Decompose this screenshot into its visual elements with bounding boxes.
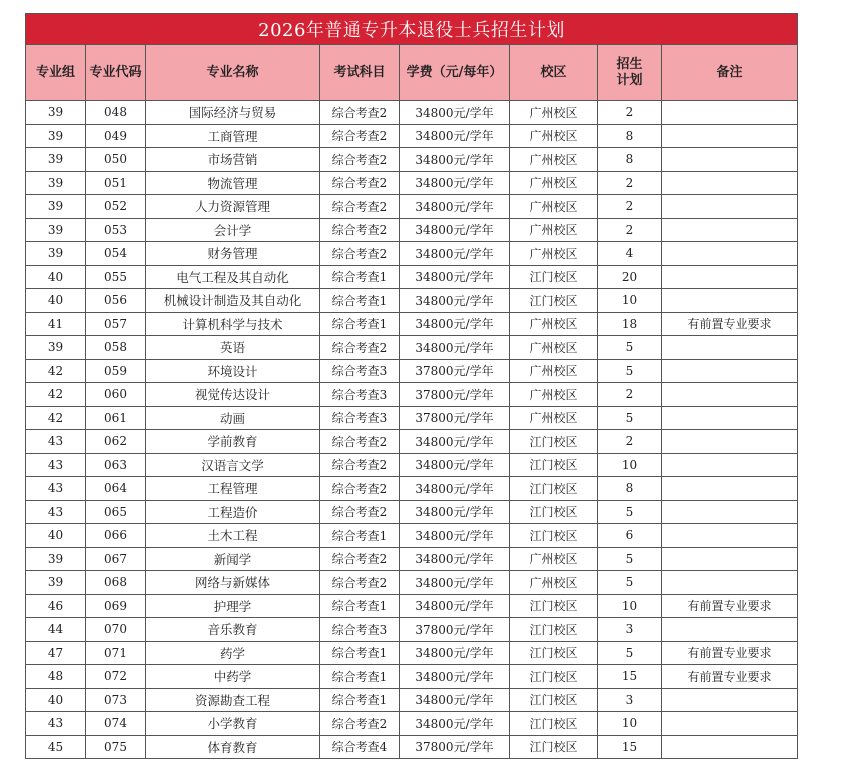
group-cell: 41	[26, 312, 86, 336]
code-cell: 064	[86, 477, 146, 501]
tuition-cell: 34800元/学年	[400, 712, 510, 736]
code-cell: 053	[86, 218, 146, 242]
table-row	[26, 477, 798, 501]
table-row	[26, 171, 798, 195]
major-cell: 音乐教育	[146, 618, 320, 642]
col-header-exam: 考试科目	[320, 45, 400, 101]
tuition-cell: 34800元/学年	[400, 289, 510, 313]
exam-cell: 综合考查1	[320, 665, 400, 689]
tuition-cell: 34800元/学年	[400, 171, 510, 195]
exam-cell: 综合考查3	[320, 406, 400, 430]
code-cell: 059	[86, 359, 146, 383]
table-row	[26, 218, 798, 242]
tuition-cell: 37800元/学年	[400, 359, 510, 383]
tuition-cell: 34800元/学年	[400, 500, 510, 524]
major-cell: 资源勘查工程	[146, 688, 320, 712]
campus-cell: 广州校区	[510, 101, 598, 125]
campus-cell: 江门校区	[510, 453, 598, 477]
table-row	[26, 124, 798, 148]
group-cell: 39	[26, 547, 86, 571]
campus-cell: 江门校区	[510, 289, 598, 313]
major-cell: 会计学	[146, 218, 320, 242]
code-cell: 066	[86, 524, 146, 548]
quota-cell: 5	[598, 406, 662, 430]
tuition-cell: 34800元/学年	[400, 477, 510, 501]
code-cell: 056	[86, 289, 146, 313]
table-row	[26, 195, 798, 219]
remark-cell	[662, 359, 798, 383]
group-cell: 39	[26, 171, 86, 195]
table-row	[26, 383, 798, 407]
campus-cell: 广州校区	[510, 312, 598, 336]
quota-cell: 10	[598, 594, 662, 618]
major-cell: 体育教育	[146, 735, 320, 759]
group-cell: 40	[26, 688, 86, 712]
remark-cell	[662, 430, 798, 454]
major-cell: 环境设计	[146, 359, 320, 383]
table-row	[26, 618, 798, 642]
tuition-cell: 34800元/学年	[400, 430, 510, 454]
exam-cell: 综合考查2	[320, 712, 400, 736]
quota-cell: 15	[598, 735, 662, 759]
exam-cell: 综合考查2	[320, 430, 400, 454]
major-cell: 土木工程	[146, 524, 320, 548]
exam-cell: 综合考查2	[320, 148, 400, 172]
quota-cell: 2	[598, 430, 662, 454]
major-cell: 中药学	[146, 665, 320, 689]
major-cell: 动画	[146, 406, 320, 430]
code-cell: 071	[86, 641, 146, 665]
tuition-cell: 34800元/学年	[400, 665, 510, 689]
remark-cell	[662, 383, 798, 407]
table-row	[26, 101, 798, 125]
group-cell: 42	[26, 383, 86, 407]
code-cell: 057	[86, 312, 146, 336]
quota-cell: 20	[598, 265, 662, 289]
quota-cell: 10	[598, 712, 662, 736]
exam-cell: 综合考查4	[320, 735, 400, 759]
table-row	[26, 242, 798, 266]
exam-cell: 综合考查3	[320, 618, 400, 642]
remark-cell	[662, 735, 798, 759]
quota-cell: 10	[598, 453, 662, 477]
code-cell: 068	[86, 571, 146, 595]
group-cell: 40	[26, 289, 86, 313]
quota-cell: 5	[598, 336, 662, 360]
group-cell: 39	[26, 124, 86, 148]
title-row	[26, 14, 798, 45]
code-cell: 065	[86, 500, 146, 524]
campus-cell: 广州校区	[510, 336, 598, 360]
exam-cell: 综合考查2	[320, 218, 400, 242]
exam-cell: 综合考查2	[320, 101, 400, 125]
col-header-remark: 备注	[662, 45, 798, 101]
remark-cell: 有前置专业要求	[662, 594, 798, 618]
code-cell: 069	[86, 594, 146, 618]
campus-cell: 江门校区	[510, 712, 598, 736]
exam-cell: 综合考查2	[320, 195, 400, 219]
exam-cell: 综合考查2	[320, 336, 400, 360]
quota-cell: 8	[598, 477, 662, 501]
col-header-tuition: 学费（元/每年）	[400, 45, 510, 101]
group-cell: 43	[26, 430, 86, 454]
group-cell: 39	[26, 101, 86, 125]
table-body	[26, 101, 798, 759]
remark-cell	[662, 618, 798, 642]
remark-cell	[662, 547, 798, 571]
tuition-cell: 34800元/学年	[400, 571, 510, 595]
code-cell: 060	[86, 383, 146, 407]
col-header-group: 专业组	[26, 45, 86, 101]
tuition-cell: 34800元/学年	[400, 453, 510, 477]
campus-cell: 江门校区	[510, 477, 598, 501]
major-cell: 物流管理	[146, 171, 320, 195]
major-cell: 市场营销	[146, 148, 320, 172]
exam-cell: 综合考查1	[320, 688, 400, 712]
quota-cell: 2	[598, 195, 662, 219]
header-row	[26, 45, 798, 101]
remark-cell: 有前置专业要求	[662, 641, 798, 665]
major-cell: 机械设计制造及其自动化	[146, 289, 320, 313]
tuition-cell: 34800元/学年	[400, 524, 510, 548]
exam-cell: 综合考查2	[320, 571, 400, 595]
exam-cell: 综合考查1	[320, 312, 400, 336]
table-row	[26, 430, 798, 454]
exam-cell: 综合考查3	[320, 383, 400, 407]
tuition-cell: 37800元/学年	[400, 735, 510, 759]
major-cell: 工商管理	[146, 124, 320, 148]
quota-cell: 2	[598, 218, 662, 242]
remark-cell	[662, 242, 798, 266]
table-row	[26, 406, 798, 430]
campus-cell: 江门校区	[510, 265, 598, 289]
remark-cell	[662, 171, 798, 195]
group-cell: 39	[26, 148, 86, 172]
quota-cell: 4	[598, 242, 662, 266]
campus-cell: 江门校区	[510, 665, 598, 689]
major-cell: 药学	[146, 641, 320, 665]
code-cell: 054	[86, 242, 146, 266]
exam-cell: 综合考查3	[320, 359, 400, 383]
group-cell: 42	[26, 406, 86, 430]
group-cell: 42	[26, 359, 86, 383]
tuition-cell: 34800元/学年	[400, 594, 510, 618]
quota-cell: 8	[598, 148, 662, 172]
quota-cell: 3	[598, 688, 662, 712]
code-cell: 061	[86, 406, 146, 430]
major-cell: 视觉传达设计	[146, 383, 320, 407]
col-header-quota: 招生计划	[598, 45, 662, 101]
tuition-cell: 34800元/学年	[400, 148, 510, 172]
tuition-cell: 34800元/学年	[400, 688, 510, 712]
campus-cell: 江门校区	[510, 430, 598, 454]
code-cell: 067	[86, 547, 146, 571]
code-cell: 074	[86, 712, 146, 736]
tuition-cell: 34800元/学年	[400, 195, 510, 219]
group-cell: 44	[26, 618, 86, 642]
major-cell: 工程管理	[146, 477, 320, 501]
major-cell: 网络与新媒体	[146, 571, 320, 595]
group-cell: 43	[26, 453, 86, 477]
major-cell: 小学教育	[146, 712, 320, 736]
remark-cell	[662, 406, 798, 430]
quota-cell: 2	[598, 101, 662, 125]
campus-cell: 广州校区	[510, 359, 598, 383]
major-cell: 计算机科学与技术	[146, 312, 320, 336]
campus-cell: 广州校区	[510, 547, 598, 571]
col-header-code: 专业代码	[86, 45, 146, 101]
campus-cell: 广州校区	[510, 406, 598, 430]
exam-cell: 综合考查1	[320, 265, 400, 289]
campus-cell: 广州校区	[510, 218, 598, 242]
campus-cell: 江门校区	[510, 688, 598, 712]
exam-cell: 综合考查2	[320, 500, 400, 524]
remark-cell	[662, 500, 798, 524]
tuition-cell: 34800元/学年	[400, 547, 510, 571]
exam-cell: 综合考查2	[320, 453, 400, 477]
group-cell: 39	[26, 571, 86, 595]
code-cell: 063	[86, 453, 146, 477]
group-cell: 45	[26, 735, 86, 759]
table-row	[26, 688, 798, 712]
major-cell: 新闻学	[146, 547, 320, 571]
exam-cell: 综合考查1	[320, 524, 400, 548]
tuition-cell: 37800元/学年	[400, 618, 510, 642]
quota-cell: 5	[598, 547, 662, 571]
remark-cell	[662, 148, 798, 172]
tuition-cell: 34800元/学年	[400, 641, 510, 665]
col-header-major: 专业名称	[146, 45, 320, 101]
campus-cell: 江门校区	[510, 735, 598, 759]
remark-cell	[662, 289, 798, 313]
code-cell: 052	[86, 195, 146, 219]
remark-cell	[662, 453, 798, 477]
major-cell: 国际经济与贸易	[146, 101, 320, 125]
table-row	[26, 148, 798, 172]
quota-cell: 2	[598, 383, 662, 407]
tuition-cell: 34800元/学年	[400, 265, 510, 289]
code-cell: 072	[86, 665, 146, 689]
table-row	[26, 312, 798, 336]
group-cell: 47	[26, 641, 86, 665]
quota-cell: 5	[598, 359, 662, 383]
exam-cell: 综合考查1	[320, 641, 400, 665]
table-row	[26, 524, 798, 548]
campus-cell: 广州校区	[510, 171, 598, 195]
table-row	[26, 735, 798, 759]
exam-cell: 综合考查1	[320, 289, 400, 313]
group-cell: 39	[26, 195, 86, 219]
group-cell: 39	[26, 242, 86, 266]
table-row	[26, 712, 798, 736]
group-cell: 48	[26, 665, 86, 689]
major-cell: 汉语言文学	[146, 453, 320, 477]
remark-cell: 有前置专业要求	[662, 665, 798, 689]
enrollment-plan-sheet	[25, 13, 798, 759]
quota-cell: 5	[598, 500, 662, 524]
remark-cell	[662, 688, 798, 712]
campus-cell: 广州校区	[510, 571, 598, 595]
remark-cell	[662, 524, 798, 548]
tuition-cell: 34800元/学年	[400, 101, 510, 125]
major-cell: 英语	[146, 336, 320, 360]
table-row	[26, 500, 798, 524]
major-cell: 护理学	[146, 594, 320, 618]
tuition-cell: 37800元/学年	[400, 383, 510, 407]
tuition-cell: 34800元/学年	[400, 242, 510, 266]
table-row	[26, 289, 798, 313]
major-cell: 学前教育	[146, 430, 320, 454]
quota-cell: 15	[598, 665, 662, 689]
major-cell: 电气工程及其自动化	[146, 265, 320, 289]
group-cell: 43	[26, 477, 86, 501]
table-row	[26, 641, 798, 665]
code-cell: 049	[86, 124, 146, 148]
table-row	[26, 453, 798, 477]
group-cell: 40	[26, 265, 86, 289]
exam-cell: 综合考查2	[320, 124, 400, 148]
code-cell: 062	[86, 430, 146, 454]
remark-cell	[662, 477, 798, 501]
remark-cell	[662, 265, 798, 289]
remark-cell	[662, 712, 798, 736]
code-cell: 055	[86, 265, 146, 289]
tuition-cell: 34800元/学年	[400, 312, 510, 336]
exam-cell: 综合考查2	[320, 477, 400, 501]
campus-cell: 江门校区	[510, 500, 598, 524]
code-cell: 050	[86, 148, 146, 172]
col-header-campus: 校区	[510, 45, 598, 101]
quota-cell: 8	[598, 124, 662, 148]
quota-cell: 2	[598, 171, 662, 195]
group-cell: 43	[26, 712, 86, 736]
code-cell: 048	[86, 101, 146, 125]
tuition-cell: 37800元/学年	[400, 406, 510, 430]
campus-cell: 江门校区	[510, 594, 598, 618]
remark-cell	[662, 195, 798, 219]
tuition-cell: 34800元/学年	[400, 218, 510, 242]
campus-cell: 江门校区	[510, 641, 598, 665]
exam-cell: 综合考查2	[320, 547, 400, 571]
campus-cell: 广州校区	[510, 124, 598, 148]
major-cell: 人力资源管理	[146, 195, 320, 219]
exam-cell: 综合考查2	[320, 242, 400, 266]
exam-cell: 综合考查1	[320, 594, 400, 618]
remark-cell	[662, 571, 798, 595]
table-row	[26, 359, 798, 383]
quota-cell: 5	[598, 571, 662, 595]
remark-cell	[662, 218, 798, 242]
table-row	[26, 571, 798, 595]
code-cell: 051	[86, 171, 146, 195]
campus-cell: 广州校区	[510, 242, 598, 266]
table-row	[26, 594, 798, 618]
campus-cell: 江门校区	[510, 524, 598, 548]
exam-cell: 综合考查2	[320, 171, 400, 195]
code-cell: 058	[86, 336, 146, 360]
tuition-cell: 34800元/学年	[400, 336, 510, 360]
remark-cell	[662, 101, 798, 125]
table-row	[26, 665, 798, 689]
table-row	[26, 265, 798, 289]
table-row	[26, 336, 798, 360]
table-row	[26, 547, 798, 571]
code-cell: 075	[86, 735, 146, 759]
major-cell: 财务管理	[146, 242, 320, 266]
group-cell: 46	[26, 594, 86, 618]
group-cell: 43	[26, 500, 86, 524]
tuition-cell: 34800元/学年	[400, 124, 510, 148]
quota-cell: 3	[598, 618, 662, 642]
campus-cell: 广州校区	[510, 383, 598, 407]
quota-cell: 10	[598, 289, 662, 313]
group-cell: 40	[26, 524, 86, 548]
remark-cell: 有前置专业要求	[662, 312, 798, 336]
major-cell: 工程造价	[146, 500, 320, 524]
code-cell: 070	[86, 618, 146, 642]
campus-cell: 广州校区	[510, 148, 598, 172]
group-cell: 39	[26, 336, 86, 360]
remark-cell	[662, 336, 798, 360]
quota-cell: 18	[598, 312, 662, 336]
remark-cell	[662, 124, 798, 148]
code-cell: 073	[86, 688, 146, 712]
campus-cell: 江门校区	[510, 618, 598, 642]
group-cell: 39	[26, 218, 86, 242]
table-title: 2026年普通专升本退役士兵招生计划	[26, 14, 798, 45]
quota-cell: 6	[598, 524, 662, 548]
enrollment-table	[25, 13, 798, 759]
campus-cell: 广州校区	[510, 195, 598, 219]
quota-cell: 5	[598, 641, 662, 665]
